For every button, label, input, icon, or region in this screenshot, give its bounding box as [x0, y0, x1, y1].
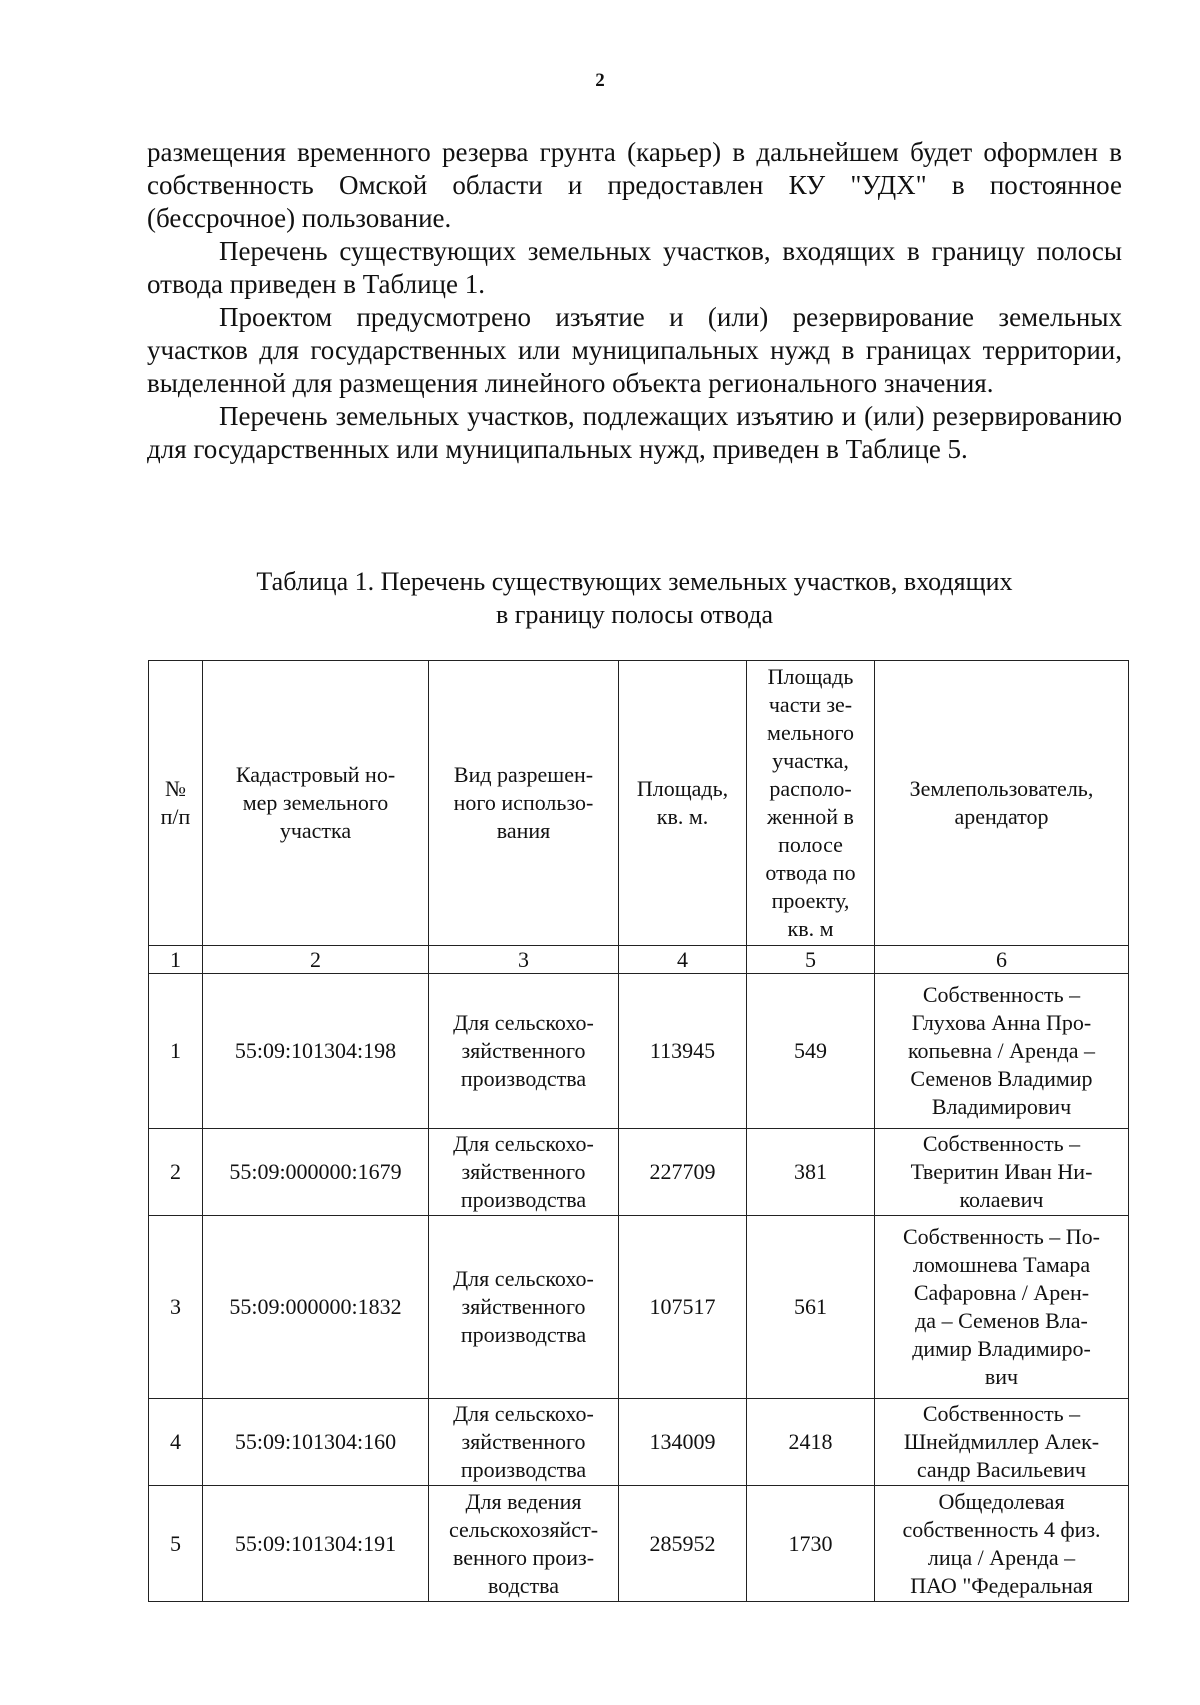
- column-number: 3: [429, 946, 619, 974]
- cell-cadastral-number: 55:09:101304:198: [203, 974, 429, 1129]
- cell-permitted-use: Для ведения сельскохозяйст- венного произ- водства: [429, 1486, 619, 1602]
- cell-area: 227709: [619, 1129, 747, 1216]
- cell-cadastral-number: 55:09:000000:1832: [203, 1216, 429, 1399]
- paragraph: Перечень земельных участков, подлежащих изъятию и (или) резервированию для государственных или муниципальных нужд, приведен в Таблице 5.: [147, 401, 1122, 464]
- cell-land-user: Общедолевая собственность 4 физ. лица / Аренда – ПАО "Федеральная: [875, 1486, 1129, 1602]
- page-number: 2: [595, 70, 605, 91]
- cell-area-in-strip: 1730: [747, 1486, 875, 1602]
- table-container: [148, 660, 1129, 1602]
- table-row: [149, 1216, 1129, 1399]
- column-number: 5: [747, 946, 875, 974]
- body-text: [147, 136, 1122, 466]
- table-caption: Таблица 1. Перечень существующих земельных участков, входящих в границу полосы отвода: [256, 567, 1013, 629]
- header-cell-area-in-strip: Площадь части зе- мельного участка, располо- женной в полосе отвода по проекту, кв. м: [747, 661, 875, 946]
- column-number: 4: [619, 946, 747, 974]
- table-header-row: [149, 661, 1129, 946]
- header-cell-cadastral-number: Кадастровый но- мер земельного участка: [203, 661, 429, 946]
- header-cell-area: Площадь, кв. м.: [619, 661, 747, 946]
- cell-number: 2: [149, 1129, 203, 1216]
- cell-land-user: Собственность – По- ломошнева Тамара Сафаровна / Арен- да – Семенов Вла- димир Владимиро- вич: [875, 1216, 1129, 1399]
- cell-cadastral-number: 55:09:101304:160: [203, 1399, 429, 1486]
- table-row: [149, 1399, 1129, 1486]
- table-row: [149, 1486, 1129, 1602]
- cell-number: 3: [149, 1216, 203, 1399]
- header-cell-land-user: Землепользователь, арендатор: [875, 661, 1129, 946]
- column-number: 1: [149, 946, 203, 974]
- header-cell-permitted-use: Вид разрешен- ного использо- вания: [429, 661, 619, 946]
- paragraph: Проектом предусмотрено изъятие и (или) резервирование земельных участков для государственных или муниципальных нужд в границах территории, выделенной для размещения линейного объекта регионального значения.: [147, 302, 1122, 398]
- cell-area-in-strip: 561: [747, 1216, 875, 1399]
- column-number: 2: [203, 946, 429, 974]
- cell-area-in-strip: 2418: [747, 1399, 875, 1486]
- cell-area: 285952: [619, 1486, 747, 1602]
- cell-land-user: Собственность – Тверитин Иван Ни- колаевич: [875, 1129, 1129, 1216]
- table-row: [149, 1129, 1129, 1216]
- paragraph: Перечень существующих земельных участков, входящих в границу полосы отвода приведен в Таблице 1.: [147, 236, 1122, 299]
- cell-cadastral-number: 55:09:000000:1679: [203, 1129, 429, 1216]
- cell-land-user: Собственность – Глухова Анна Про- копьевна / Аренда – Семенов Владимир Владимирович: [875, 974, 1129, 1129]
- cell-land-user: Собственность – Шнейдмиллер Алек- сандр Васильевич: [875, 1399, 1129, 1486]
- table-row: [149, 974, 1129, 1129]
- cell-area: 113945: [619, 974, 747, 1129]
- land-plots-table: [148, 660, 1129, 1602]
- paragraph: размещения временного резерва грунта (карьер) в дальнейшем будет оформлен в собственность Омской области и предоставлен КУ "УДХ" в постоянное (бессрочное) пользование.: [147, 137, 1122, 233]
- column-number-row: [149, 946, 1129, 974]
- header-cell-number: № п/п: [149, 661, 203, 946]
- cell-area: 107517: [619, 1216, 747, 1399]
- cell-area-in-strip: 549: [747, 974, 875, 1129]
- cell-permitted-use: Для сельскохо- зяйственного производства: [429, 1216, 619, 1399]
- cell-area: 134009: [619, 1399, 747, 1486]
- cell-number: 4: [149, 1399, 203, 1486]
- cell-area-in-strip: 381: [747, 1129, 875, 1216]
- cell-number: 5: [149, 1486, 203, 1602]
- cell-number: 1: [149, 974, 203, 1129]
- cell-permitted-use: Для сельскохо- зяйственного производства: [429, 1399, 619, 1486]
- cell-permitted-use: Для сельскохо- зяйственного производства: [429, 974, 619, 1129]
- cell-permitted-use: Для сельскохо- зяйственного производства: [429, 1129, 619, 1216]
- column-number: 6: [875, 946, 1129, 974]
- cell-cadastral-number: 55:09:101304:191: [203, 1486, 429, 1602]
